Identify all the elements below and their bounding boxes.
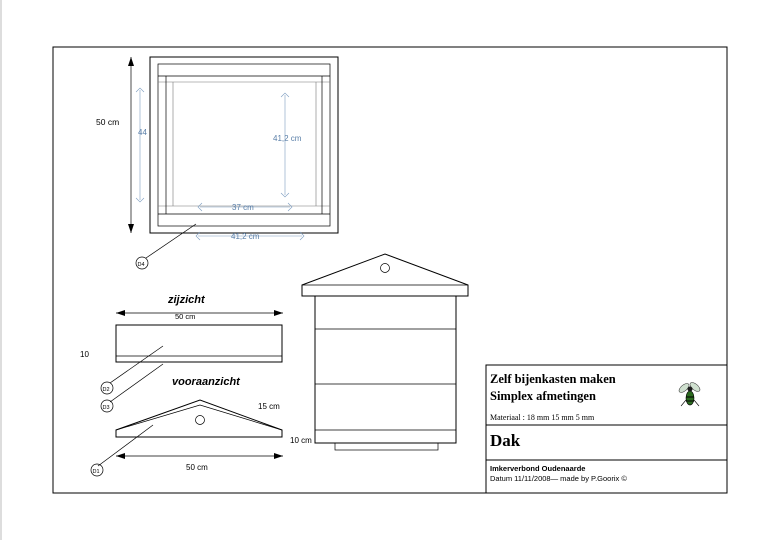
front-view-vent-hole: [196, 416, 205, 425]
front-view: [91, 376, 283, 476]
drawing-frame: [53, 47, 727, 493]
title-block-material: Materiaal : 18 mm 15 mm 5 mm: [490, 413, 595, 422]
top-view: [96, 57, 338, 269]
top-view-height-label: 50 cm: [96, 117, 120, 127]
side-view-width-label: 50 cm: [175, 312, 196, 321]
top-view-inner-width-label: 37 cm: [232, 203, 254, 212]
svg-text:D1: D1: [92, 469, 100, 475]
top-view-inner: [158, 64, 330, 226]
side-view-height-label: 10: [80, 350, 89, 359]
hive-body: [315, 296, 456, 443]
front-view-width-label: 50 cm: [186, 463, 208, 472]
hive-roof: [302, 254, 468, 296]
title-block-title-line1: Zelf bijenkasten maken: [490, 372, 616, 386]
title-block-part-name: Dak: [490, 431, 521, 450]
title-block-organization: Imkerverbond Oudenaarde: [490, 464, 586, 473]
top-view-inner-height2-label: 41,2 cm: [273, 134, 302, 143]
top-view-outer-width-label: 41,2 cm: [231, 232, 260, 241]
svg-text:D4: D4: [137, 262, 145, 268]
front-view-height-label: 15 cm: [258, 402, 280, 411]
title-block-title-line2: Simplex afmetingen: [490, 389, 596, 403]
side-view-board: [116, 325, 282, 362]
side-view-title: zijzicht: [168, 294, 205, 306]
front-view-title: vooraanzicht: [172, 376, 240, 388]
title-block: [486, 365, 727, 493]
svg-text:D2: D2: [102, 387, 110, 393]
hive-view: [290, 254, 468, 450]
hive-vent-hole: [381, 264, 390, 273]
side-view: [80, 294, 283, 412]
hive-base-label: 10 cm: [290, 436, 312, 445]
callout-d4-leader: [146, 224, 196, 258]
hive-base: [335, 443, 438, 450]
svg-text:D3: D3: [102, 405, 110, 411]
bee-icon: [677, 381, 701, 406]
title-block-date-credit: Datum 11/11/2008— made by P.Goorix ©: [490, 474, 627, 483]
top-view-inner-height-label: 44: [138, 128, 147, 137]
